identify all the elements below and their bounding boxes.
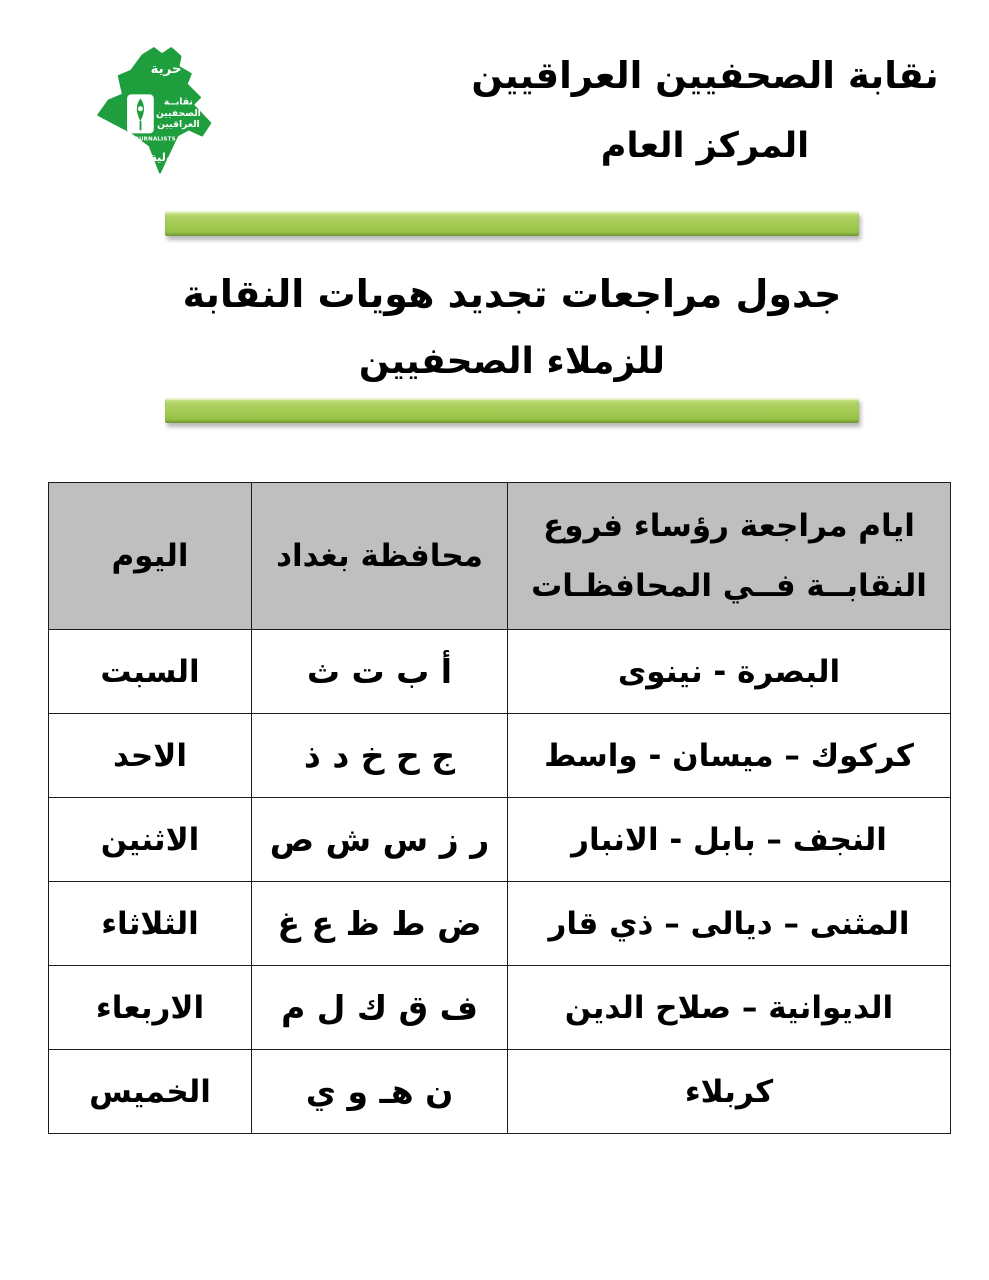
day-cell: الثلاثاء xyxy=(49,882,252,966)
col-header-provinces-line-2: النقابــة فــي المحافظـات xyxy=(531,568,927,604)
day-cell: السبت xyxy=(49,630,252,714)
col-header-provinces-line-1: ايام مراجعة رؤساء فروع xyxy=(543,508,915,544)
logo-responsibility-text: مسؤولية xyxy=(150,151,199,165)
pen-nib-hole xyxy=(138,106,143,111)
day-cell: الاربعاء xyxy=(49,966,252,1050)
table-row-monday xyxy=(49,798,951,882)
org-center-name: المركز العام xyxy=(600,126,810,166)
pen-nib-stem xyxy=(140,121,142,130)
iraq-map-logo xyxy=(86,40,240,196)
col-header-day: اليوم xyxy=(49,483,252,630)
provinces-cell: كربلاء xyxy=(508,1050,951,1134)
provinces-cell: الديوانية – صلاح الدين xyxy=(508,966,951,1050)
logo-name-line-3: العراقيين xyxy=(157,119,200,131)
org-name: نقابة الصحفيين العراقيين xyxy=(471,54,939,97)
table-row-saturday xyxy=(49,630,951,714)
schedule-table xyxy=(48,482,951,1134)
divider-bar-top xyxy=(165,211,859,236)
provinces-cell: كركوك – ميسان - واسط xyxy=(508,714,951,798)
provinces-cell: المثنى – ديالى – ذي قار xyxy=(508,882,951,966)
baghdad-letters-cell: ر ز س ش ص xyxy=(252,798,508,882)
logo-name-line-2: الصحفيين xyxy=(155,107,201,119)
baghdad-letters-cell: ج ح خ د ذ xyxy=(252,714,508,798)
baghdad-letters-cell: أ ب ت ث xyxy=(252,630,508,714)
document-title xyxy=(165,258,859,392)
table-row-tuesday xyxy=(49,882,951,966)
baghdad-letters-cell: ف ق ك ل م xyxy=(252,966,508,1050)
col-header-provinces xyxy=(508,483,951,630)
table-row-thursday xyxy=(49,1050,951,1134)
logo-freedom-text: حرية xyxy=(150,61,182,77)
syndicate-logo xyxy=(86,40,240,196)
logo-name-line-1: نقابــة xyxy=(163,96,193,108)
day-cell: الاحد xyxy=(49,714,252,798)
baghdad-letters-cell: ض ط ظ ع غ xyxy=(252,882,508,966)
baghdad-letters-cell: ن هـ و ي xyxy=(252,1050,508,1134)
table-row-sunday xyxy=(49,714,951,798)
title-line-1: جدول مراجعات تجديد هويات النقابة xyxy=(182,272,842,316)
col-header-baghdad: محافظة بغداد xyxy=(252,483,508,630)
title-line-2: للزملاء الصحفيين xyxy=(358,341,666,382)
org-header xyxy=(470,44,940,174)
logo-english-name: IRAQ JOURNALISTS SYNDICATE xyxy=(113,136,215,143)
table-header-row xyxy=(49,483,951,630)
day-cell: الاثنين xyxy=(49,798,252,882)
day-cell: الخميس xyxy=(49,1050,252,1134)
provinces-cell: النجف – بابل - الانبار xyxy=(508,798,951,882)
divider-bar-bottom xyxy=(165,398,859,423)
table-row-wednesday xyxy=(49,966,951,1050)
provinces-cell: البصرة - نينوى xyxy=(508,630,951,714)
